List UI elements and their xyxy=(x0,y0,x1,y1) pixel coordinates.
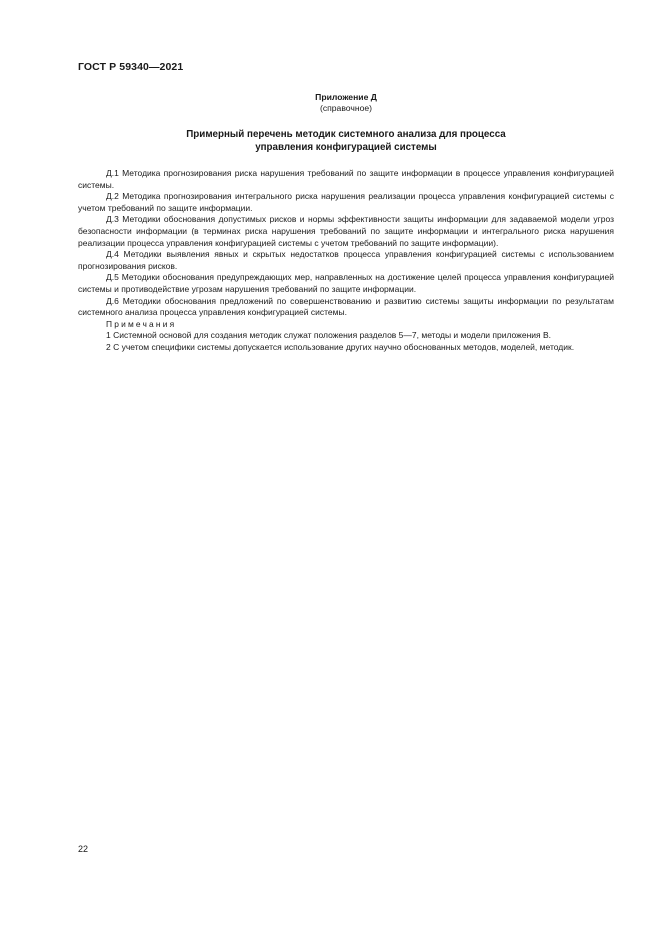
notes-block xyxy=(78,319,614,354)
section-title xyxy=(78,128,614,154)
paragraph-d3: Д.3 Методики обоснования допустимых рисков и нормы эффективности защиты информации для задаваемой модели угроз безопасности информации (в терминах риска нарушения требований по защите информации и интегрального риска нарушения реализации процесса управления конфигурацией системы с учетом требований по защите информации). xyxy=(78,214,614,248)
note-item-1: 1 Системной основой для создания методик служат положения разделов 5—7, методы и модели приложения В. xyxy=(106,330,552,341)
paragraph-d2: Д.2 Методика прогнозирования интегрального риска нарушения реализации процесса управления конфигурацией системы с учетом требований по защите информации. xyxy=(78,191,614,213)
note-item-2: 2 С учетом специфики системы допускается использование других научно обоснованных методов, моделей, методик. xyxy=(106,341,575,352)
paragraph-d6: Д.6 Методики обоснования предложений по совершенствованию и развитию системы защиты информации по результатам системного анализа процесса управления конфигурацией системы. xyxy=(78,295,614,318)
page-number: 22 xyxy=(78,844,89,854)
appendix-title: Приложение Д xyxy=(315,92,377,102)
paragraph-d1: Д.1 Методика прогнозирования риска нарушения требований по защите информации в процессе управления конфигурацией системы. xyxy=(78,168,614,190)
paragraph-d4: Д.4 Методики выявления явных и скрытых недостатков процесса управления конфигурацией системы с использованием прогнозирования рисков. xyxy=(78,249,614,271)
section-title-line-2: управления конфигурацией системы xyxy=(255,142,437,153)
paragraph-d5: Д.5 Методики обоснования предупреждающих мер, направленных на достижение целей процесса управления конфигурацией системы и противодействие угрозам нарушения требований по защите информации. xyxy=(78,272,614,294)
notes-label: Примечания xyxy=(106,318,177,329)
body-text xyxy=(78,168,614,354)
section-title-line-1: Примерный перечень методик системного анализа для процесса xyxy=(186,129,506,140)
document-code: ГОСТ Р 59340—2021 xyxy=(78,61,184,73)
appendix-subtitle: (справочное) xyxy=(319,103,373,113)
appendix-heading xyxy=(78,92,614,114)
